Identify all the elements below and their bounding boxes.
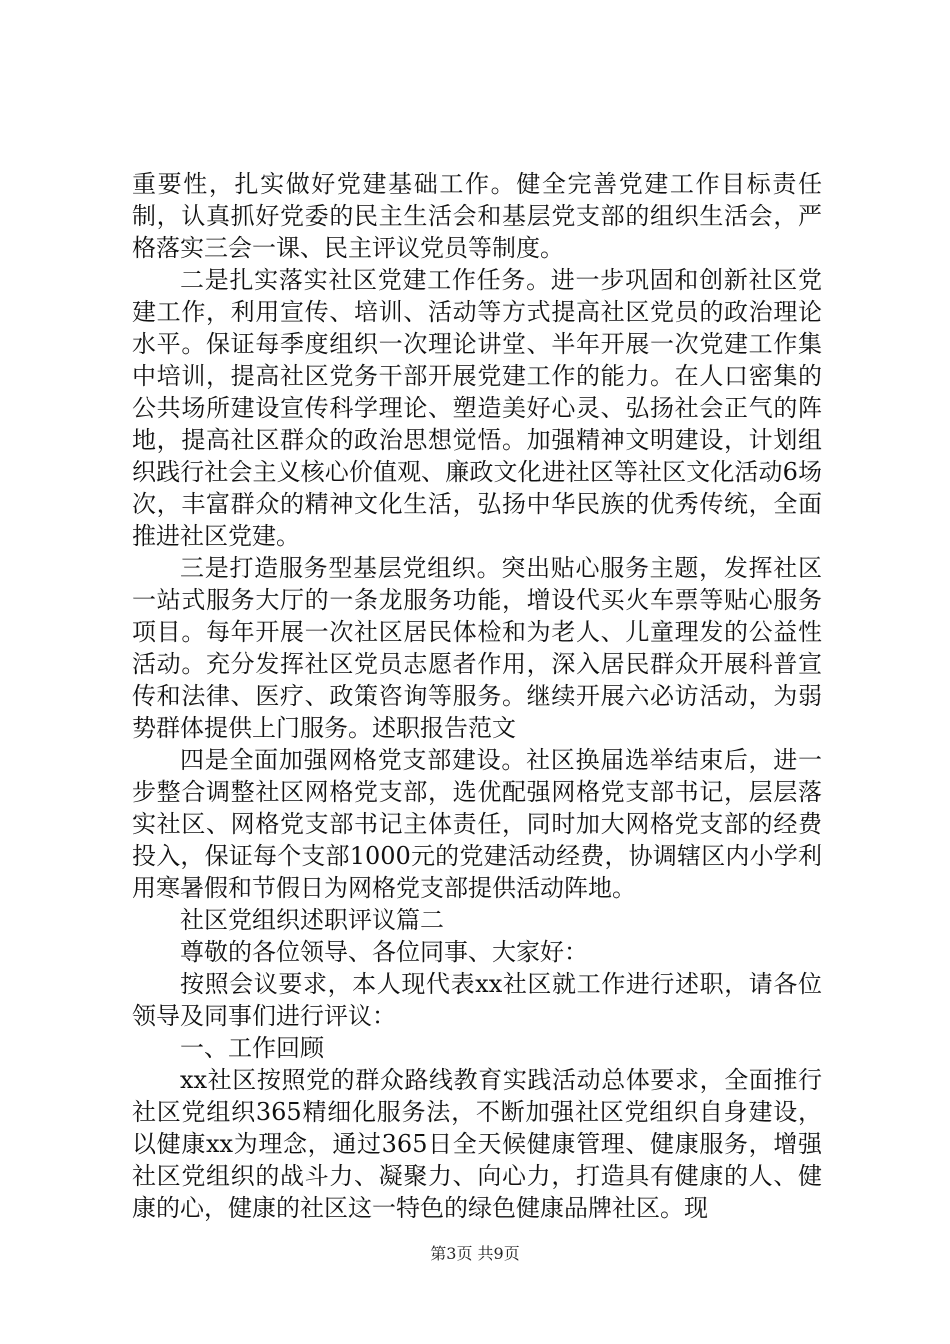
paragraph-community-overview: xx社区按照党的群众路线教育实践活动总体要求，全面推行社区党组织365精细化服务法，不断加强社区党组织自身建设，以健康xx为理念，通过365日全天候健康管理、健康服务，增强社区党组织的战斗力、凝聚力、向心力，打造具有健康的人、健康的心，健康的社区这一特色的绿色健康品牌社区。现 xyxy=(132,1066,822,1222)
paragraph-grid-branch: 四是全面加强网格党支部建设。社区换届选举结束后，进一步整合调整社区网格党支部，选优配强网格党支部书记，层层落实社区、网格党支部书记主体责任，同时加大网格党支部的经费投入，保证每个支部1000元的党建活动经费，协调辖区内小学利用寒暑假和节假日为网格党支部提供活动阵地。 xyxy=(132,746,822,902)
document-body xyxy=(132,168,822,1224)
paragraph-intro: 按照会议要求，本人现代表xx社区就工作进行述职，请各位领导及同事们进行评议： xyxy=(132,970,822,1030)
paragraph-service-organization: 三是打造服务型基层党组织。突出贴心服务主题，发挥社区一站式服务大厅的一条龙服务功能，增设代买火车票等贴心服务项目。每年开展一次社区居民体检和为老人、儿童理发的公益性活动。充分发挥社区党员志愿者作用，深入居民群众开展科普宣传和法律、医疗、政策咨询等服务。继续开展六必访活动，为弱势群体提供上门服务。述职报告范文 xyxy=(132,554,822,742)
page-number: 第3页 共9页 xyxy=(430,1244,520,1263)
subheading-work-review: 一、工作回顾 xyxy=(180,1034,324,1062)
salutation: 尊敬的各位领导、各位同事、大家好： xyxy=(180,938,588,966)
section-heading: 社区党组织述职评议篇二 xyxy=(180,906,444,934)
paragraph-party-building-tasks: 二是扎实落实社区党建工作任务。进一步巩固和创新社区党建工作，利用宣传、培训、活动等方式提高社区党员的政治理论水平。保证每季度组织一次理论讲堂、半年开展一次党建工作集中培训，提高社区党务干部开展党建工作的能力。在人口密集的公共场所建设宣传科学理论、塑造美好心灵、弘扬社会正气的阵地，提高社区群众的政治思想觉悟。加强精神文明建设，计划组织践行社会主义核心价值观、廉政文化进社区等社区文化活动6场次，丰富群众的精神文化生活，弘扬中华民族的优秀传统，全面推进社区党建。 xyxy=(132,266,822,550)
paragraph-continued: 重要性，扎实做好党建基础工作。健全完善党建工作目标责任制，认真抓好党委的民主生活会和基层党支部的组织生活会，严格落实三会一课、民主评议党员等制度。 xyxy=(132,170,822,262)
